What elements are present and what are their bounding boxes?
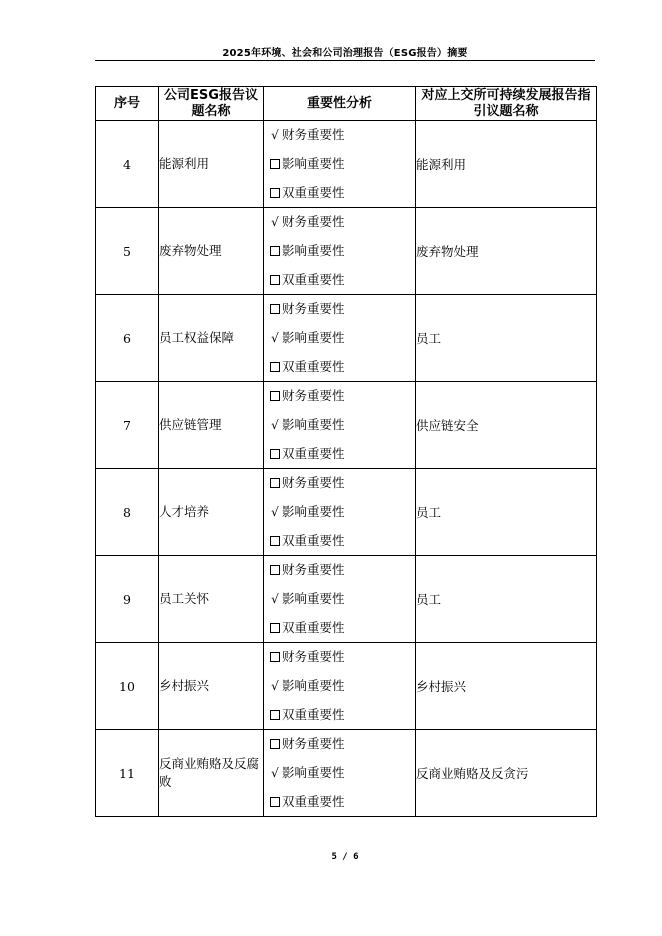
materiality-option xyxy=(269,502,415,522)
materiality-options xyxy=(264,208,416,295)
empty-checkbox-icon xyxy=(269,241,281,261)
materiality-option xyxy=(269,734,415,754)
row-number: 4 xyxy=(96,121,159,208)
table-row xyxy=(96,469,597,556)
row-number: 9 xyxy=(96,556,159,643)
table-row xyxy=(96,382,597,469)
materiality-option-label: 双重重要性 xyxy=(282,358,345,374)
checkmark-icon xyxy=(269,328,281,348)
empty-checkbox-icon xyxy=(269,618,281,638)
materiality-option-label: 影响重要性 xyxy=(282,590,345,606)
materiality-option-label: 双重重要性 xyxy=(282,271,345,287)
empty-checkbox-icon xyxy=(269,299,281,319)
checkmark-icon xyxy=(269,502,281,522)
empty-checkbox-icon xyxy=(269,357,281,377)
row-number: 5 xyxy=(96,208,159,295)
sse-topic-name: 能源利用 xyxy=(416,121,597,208)
topic-name: 员工权益保障 xyxy=(159,295,264,382)
materiality-option xyxy=(269,763,415,783)
topic-name: 乡村振兴 xyxy=(159,643,264,730)
topic-name: 供应链管理 xyxy=(159,382,264,469)
materiality-option-label: 双重重要性 xyxy=(282,793,345,809)
table-row xyxy=(96,730,597,817)
materiality-option-label: 影响重要性 xyxy=(282,329,345,345)
sse-topic-name: 废弃物处理 xyxy=(416,208,597,295)
materiality-option xyxy=(269,589,415,609)
empty-checkbox-icon xyxy=(269,792,281,812)
header-divider xyxy=(95,60,595,61)
materiality-option-label: 影响重要性 xyxy=(282,242,345,258)
materiality-option-label: 财务重要性 xyxy=(282,127,345,143)
topic-name: 员工关怀 xyxy=(159,556,264,643)
empty-checkbox-icon xyxy=(269,647,281,667)
row-number: 7 xyxy=(96,382,159,469)
materiality-option xyxy=(269,792,415,812)
materiality-options xyxy=(264,121,416,208)
materiality-option xyxy=(269,328,415,348)
checkmark-icon xyxy=(269,212,281,232)
materiality-option xyxy=(269,386,415,406)
materiality-options xyxy=(264,556,416,643)
checkmark-icon xyxy=(269,125,281,145)
table-row xyxy=(96,295,597,382)
esg-materiality-table xyxy=(95,86,597,817)
materiality-option-label: 财务重要性 xyxy=(282,214,345,230)
empty-checkbox-icon xyxy=(269,531,281,551)
topic-name: 废弃物处理 xyxy=(159,208,264,295)
sse-topic-name: 员工 xyxy=(416,556,597,643)
materiality-option xyxy=(269,473,415,493)
checkmark-icon xyxy=(269,415,281,435)
materiality-option-label: 财务重要性 xyxy=(282,475,345,491)
checkmark-icon xyxy=(269,589,281,609)
materiality-option-label: 影响重要性 xyxy=(282,764,345,780)
materiality-option xyxy=(269,183,415,203)
materiality-option-label: 影响重要性 xyxy=(282,155,345,171)
materiality-option-label: 双重重要性 xyxy=(282,184,345,200)
column-header-no: 序号 xyxy=(96,87,159,121)
materiality-options xyxy=(264,643,416,730)
materiality-option xyxy=(269,705,415,725)
sse-topic-name: 供应链安全 xyxy=(416,382,597,469)
sse-topic-name: 员工 xyxy=(416,295,597,382)
materiality-option xyxy=(269,531,415,551)
materiality-option xyxy=(269,618,415,638)
materiality-options xyxy=(264,295,416,382)
table-row xyxy=(96,643,597,730)
empty-checkbox-icon xyxy=(269,386,281,406)
sse-topic-name: 反商业贿赂及反贪污 xyxy=(416,730,597,817)
page-header-title: 2025年环境、社会和公司治理报告（ESG报告）摘要 xyxy=(222,48,468,59)
topic-name: 人才培养 xyxy=(159,469,264,556)
row-number: 6 xyxy=(96,295,159,382)
empty-checkbox-icon xyxy=(269,473,281,493)
materiality-option xyxy=(269,357,415,377)
column-header-topic: 公司ESG报告议题名称 xyxy=(159,87,264,121)
row-number: 11 xyxy=(96,730,159,817)
table-row xyxy=(96,121,597,208)
materiality-option-label: 影响重要性 xyxy=(282,503,345,519)
table-header-row xyxy=(96,87,597,121)
materiality-option-label: 财务重要性 xyxy=(282,649,345,665)
topic-name: 反商业贿赂及反腐败 xyxy=(159,730,264,817)
row-number: 8 xyxy=(96,469,159,556)
materiality-option xyxy=(269,647,415,667)
table-row xyxy=(96,208,597,295)
materiality-option-label: 双重重要性 xyxy=(282,445,345,461)
materiality-option-label: 影响重要性 xyxy=(282,416,345,432)
materiality-option-label: 影响重要性 xyxy=(282,677,345,693)
sse-topic-name: 乡村振兴 xyxy=(416,643,597,730)
materiality-options xyxy=(264,382,416,469)
checkmark-icon xyxy=(269,763,281,783)
sse-topic-name: 员工 xyxy=(416,469,597,556)
materiality-option xyxy=(269,560,415,580)
materiality-option xyxy=(269,676,415,696)
empty-checkbox-icon xyxy=(269,560,281,580)
empty-checkbox-icon xyxy=(269,705,281,725)
materiality-option xyxy=(269,241,415,261)
materiality-option xyxy=(269,125,415,145)
empty-checkbox-icon xyxy=(269,270,281,290)
materiality-option-label: 双重重要性 xyxy=(282,706,345,722)
checkmark-icon xyxy=(269,676,281,696)
materiality-option-label: 财务重要性 xyxy=(282,388,345,404)
topic-name: 能源利用 xyxy=(159,121,264,208)
empty-checkbox-icon xyxy=(269,444,281,464)
materiality-option xyxy=(269,212,415,232)
materiality-option-label: 财务重要性 xyxy=(282,736,345,752)
page-number: 5 / 6 xyxy=(331,852,359,862)
column-header-materiality: 重要性分析 xyxy=(264,87,416,121)
materiality-option xyxy=(269,299,415,319)
empty-checkbox-icon xyxy=(269,154,281,174)
materiality-option-label: 双重重要性 xyxy=(282,532,345,548)
materiality-option xyxy=(269,415,415,435)
materiality-option-label: 财务重要性 xyxy=(282,301,345,317)
materiality-option xyxy=(269,154,415,174)
materiality-options xyxy=(264,469,416,556)
materiality-options xyxy=(264,730,416,817)
empty-checkbox-icon xyxy=(269,183,281,203)
materiality-option-label: 财务重要性 xyxy=(282,562,345,578)
materiality-option-label: 双重重要性 xyxy=(282,619,345,635)
column-header-sse-topic: 对应上交所可持续发展报告指引议题名称 xyxy=(416,87,597,121)
materiality-option xyxy=(269,270,415,290)
materiality-option xyxy=(269,444,415,464)
empty-checkbox-icon xyxy=(269,734,281,754)
table-row xyxy=(96,556,597,643)
row-number: 10 xyxy=(96,643,159,730)
